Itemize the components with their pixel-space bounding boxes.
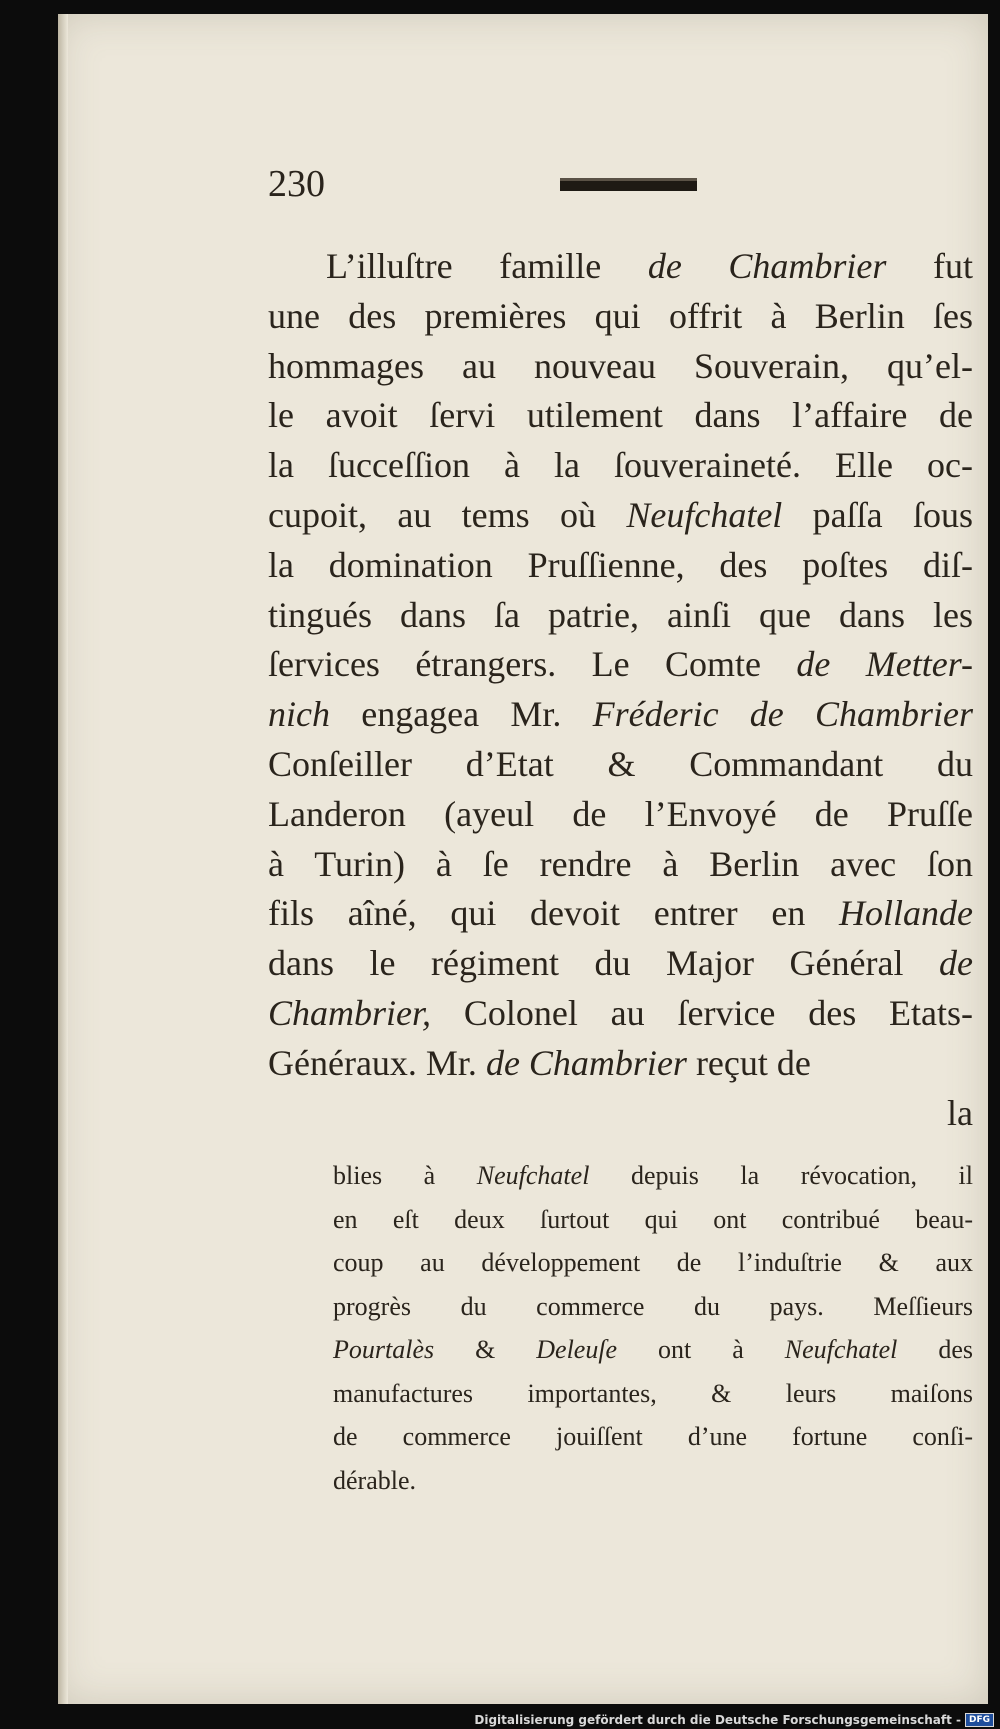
text-line bbox=[268, 989, 973, 1039]
dfg-logo: DFG bbox=[965, 1713, 994, 1727]
text-line bbox=[268, 342, 973, 392]
footnote-line bbox=[333, 1198, 973, 1242]
text-line bbox=[268, 840, 973, 890]
text-segment: dans le régiment du Major Général bbox=[268, 943, 940, 984]
page-spine bbox=[58, 14, 68, 1704]
text-line bbox=[268, 292, 973, 342]
main-text bbox=[268, 242, 973, 1138]
text-line bbox=[268, 790, 973, 840]
book-page bbox=[58, 14, 988, 1704]
italic-text: Pourtalès bbox=[333, 1335, 435, 1364]
text-line bbox=[268, 441, 973, 491]
text-segment: fils aîné, qui devoit entrer en bbox=[268, 893, 840, 934]
text-segment: tingués dans ſa patrie, ainſi que dans les bbox=[268, 594, 973, 635]
text-line bbox=[268, 242, 973, 292]
text-segment: la domination Pruſſienne, des poſtes diſ- bbox=[268, 544, 973, 585]
footnote-line bbox=[333, 1415, 973, 1459]
text-line bbox=[268, 939, 973, 989]
italic-text: de Metter- bbox=[796, 644, 973, 685]
italic-text: Deleuſe bbox=[536, 1335, 618, 1364]
text-segment: hommages au nouveau Souverain, qu’el- bbox=[268, 345, 973, 386]
italic-text: de Chambrier bbox=[647, 246, 887, 286]
text-segment: progrès du commerce du pays. Meſſieurs bbox=[333, 1291, 973, 1321]
text-segment: une des premières qui offrit à Berlin ſes bbox=[268, 295, 973, 336]
text-line bbox=[268, 640, 973, 690]
italic-text: Fréderic de Chambrier bbox=[592, 694, 974, 735]
text-segment: fut bbox=[886, 246, 973, 286]
text-segment: en eſt deux ſurtout qui ont contribué beau- bbox=[333, 1204, 973, 1234]
text-segment: depuis la révocation, il bbox=[589, 1161, 973, 1190]
text-segment: ſervices étrangers. Le Comte bbox=[268, 644, 797, 685]
header-ornament bbox=[560, 178, 697, 191]
italic-text: Neufchatel bbox=[476, 1161, 590, 1190]
italic-text: Neufchatel bbox=[784, 1335, 898, 1364]
text-segment: de commerce jouiſſent d’une fortune conſi- bbox=[333, 1422, 973, 1451]
banner-text: Digitalisierung gefördert durch die Deutsche Forschungsgemeinschaft - bbox=[474, 1713, 961, 1727]
catchword: la bbox=[947, 1092, 973, 1133]
footnote-line bbox=[333, 1459, 973, 1503]
text-line bbox=[268, 591, 973, 641]
footnote bbox=[333, 1154, 973, 1502]
page-number: 230 bbox=[268, 163, 325, 205]
text-segment: Conſeiller d’Etat & Commandant du bbox=[268, 743, 973, 784]
footnote-line bbox=[333, 1328, 973, 1372]
page-header bbox=[268, 162, 968, 222]
text-segment: des bbox=[897, 1335, 973, 1364]
text-segment: reçut de bbox=[686, 1042, 811, 1083]
italic-text: de bbox=[939, 943, 973, 984]
italic-text: Hollande bbox=[839, 893, 973, 934]
text-line bbox=[268, 690, 973, 740]
text-line bbox=[268, 889, 973, 939]
text-segment: Généraux. Mr. bbox=[268, 1042, 486, 1083]
text-segment: paſſa ſous bbox=[782, 494, 973, 535]
italic-text: nich bbox=[268, 694, 330, 735]
text-segment: blies à bbox=[333, 1161, 477, 1190]
text-line bbox=[268, 491, 973, 541]
text-segment: manufactures importantes, & leurs maiſons bbox=[333, 1378, 973, 1408]
text-line bbox=[268, 541, 973, 591]
footnote-line bbox=[333, 1372, 973, 1416]
text-segment: cupoit, au tems où bbox=[268, 494, 627, 535]
text-segment: Landeron (ayeul de l’Envoyé de Pruſſe bbox=[268, 793, 973, 834]
text-segment: la ſucceſſion à la ſouveraineté. Elle oc- bbox=[268, 445, 973, 486]
text-segment: L’illuſtre famille bbox=[326, 246, 648, 286]
text-line bbox=[268, 1039, 973, 1089]
text-segment: dérable. bbox=[333, 1465, 417, 1495]
text-segment: Colonel au ſervice des Etats- bbox=[431, 992, 973, 1033]
text-segment: & bbox=[434, 1335, 537, 1364]
text-segment: ont à bbox=[617, 1335, 785, 1364]
text-line bbox=[268, 740, 973, 790]
footnote-line bbox=[333, 1154, 973, 1198]
text-segment: le avoit ſervi utilement dans l’affaire de bbox=[268, 395, 973, 436]
footnote-line bbox=[333, 1285, 973, 1329]
italic-text: de Chambrier bbox=[485, 1042, 687, 1083]
text-segment: engagea Mr. bbox=[329, 694, 593, 735]
text-segment: à Turin) à ſe rendre à Berlin avec ſon bbox=[268, 843, 973, 884]
text-segment: coup au développement de l’induſtrie & aux bbox=[333, 1248, 973, 1277]
footnote-line bbox=[333, 1241, 973, 1285]
text-line bbox=[268, 391, 973, 441]
italic-text: Chambrier, bbox=[268, 992, 432, 1033]
italic-text: Neufchatel bbox=[626, 494, 783, 535]
digitization-banner bbox=[474, 1711, 994, 1729]
